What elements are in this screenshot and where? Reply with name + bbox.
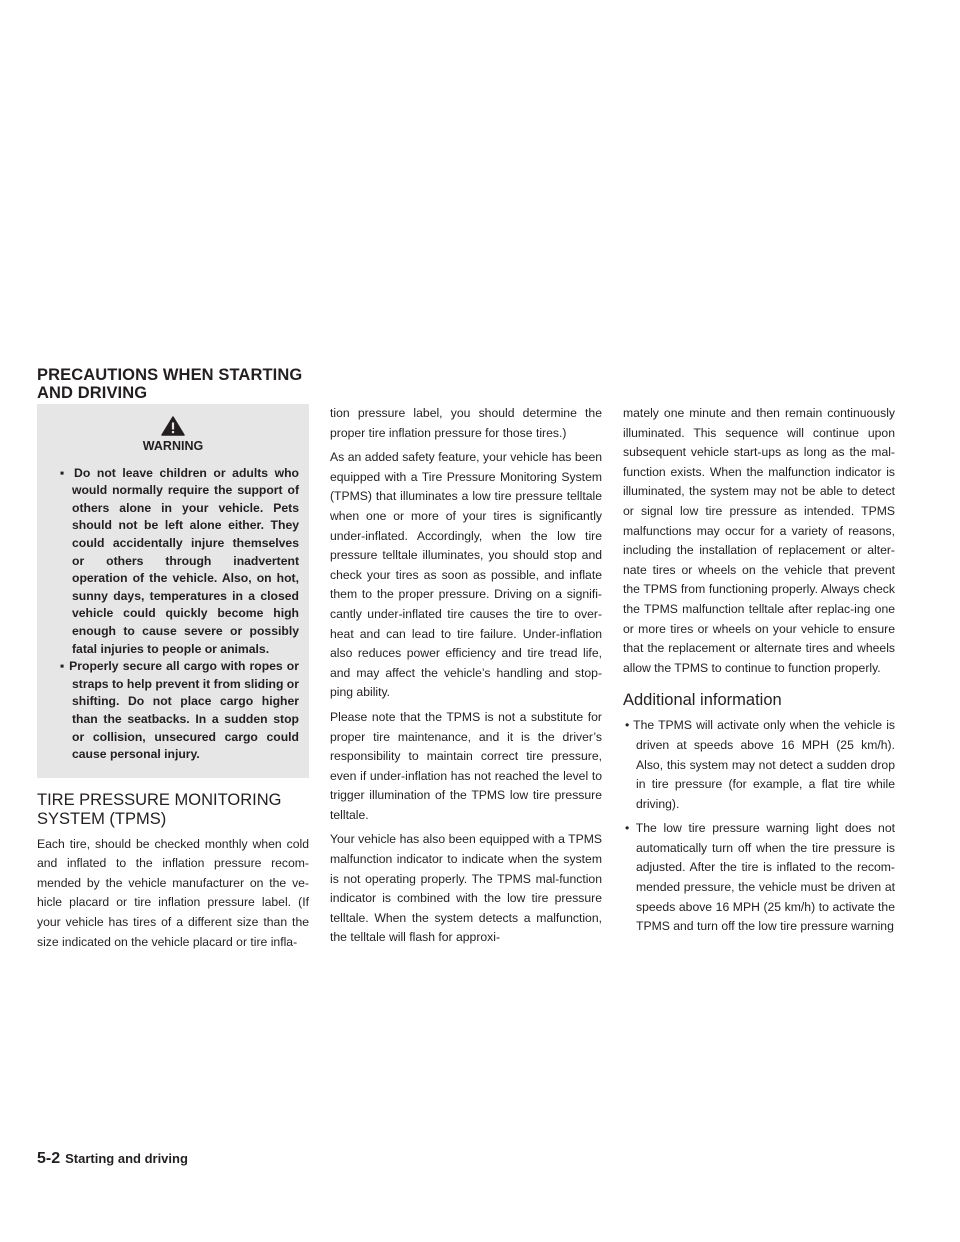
column-1 [37,404,309,957]
page-footer [37,1150,188,1168]
section-title: PRECAUTIONS WHEN STARTING AND DRIVING [37,366,303,402]
paragraph: Please note that the TPMS is not a substitute for proper tire maintenance, and it is the driver’s responsibility to maintain correct tire pressure, even if under-inflation has not reached the level to trigger illumination of the TPMS low tire pressure telltale. [330,709,602,822]
warning-title: WARNING [142,439,204,453]
column-3 [623,404,895,942]
additional-heading: Additional information [623,691,782,710]
chapter-title: Starting and driving [65,1151,188,1166]
list-item: • The TPMS will activate only when the vehicle is driven at speeds above 16 MPH (25 km/h). Also, this system may not detect a sudden drop in tire pressure (for example, a flat tire while driving). [625,718,895,811]
paragraph: mately one minute and then remain continuously illuminated. This sequence will continue upon subsequent vehicle start-ups as long as the mal-function exists. When the malfunction indicator is illuminated, the system may not be able to detect or signal low tire pressure as intended. TPMS malfunctions may occur for a variety of reasons, including the installation of replacement or alter-nate tires or wheels on the vehicle that prevent the TPMS from functioning properly. Always check the TPMS malfunction telltale after replac-ing one or more tires or wheels on your vehicle to ensure that the replacement or alternate tires and wheels allow the TPMS to continue to function properly. [623,406,895,675]
warning-header [47,416,299,457]
column-2 [330,404,602,953]
tpms-heading: TIRE PRESSURE MONITORING SYSTEM (TPMS) [37,790,282,828]
paragraph: Each tire, should be checked monthly when cold and inflated to the inflation pressure recom-mended by the vehicle manufacturer on the ve-hicle placard or tire inflation pressure label. (If your vehicle has tires of a different size than the size indicated on the vehicle placard or tire infla- [37,836,309,949]
warning-item: ▪ Do not leave children or adults who would normally require the support of others alone in your vehicle. Pets should not be left alone either. They could accidentally injure themselves or others through inadvertent operation of the vehicle. Also, on hot, sunny days, temperatures in a closed vehicle could quickly become high enough to cause severe or possibly fatal injuries to people or animals. [60,465,299,656]
list-item: • The low tire pressure warning light does not automatically turn off when the tire pressure is adjusted. After the tire is inflated to the recom-mended pressure, the vehicle must be driven at speeds above 16 MPH (25 km/h) to activate the TPMS and turn off the low tire pressure warning [625,821,895,934]
warning-item: ▪ Properly secure all cargo with ropes or straps to help prevent it from sliding or shifting. Do not place cargo higher than the seatbacks. In a sudden stop or collision, unsecured cargo could cause personal injury. [60,659,299,762]
paragraph: tion pressure label, you should determine the proper tire inflation pressure for those tires.) [330,406,602,440]
page-number: 5-2 [37,1150,61,1167]
warning-triangle-icon [161,416,185,436]
warning-box [37,404,309,778]
paragraph: Your vehicle has also been equipped with a TPMS malfunction indicator to indicate when the system is not operating properly. The TPMS mal-function indicator is combined with the low tire pressure telltale. When the system detects a malfunction, the telltale will flash for approxi- [330,832,602,945]
paragraph: As an added safety feature, your vehicle has been equipped with a Tire Pressure Monitoring System (TPMS) that illuminates a low tire pressure telltale when one or more of your tires is significantly under-inflated. Accordingly, when the low tire pressure telltale illuminates, you should stop and check your tires as soon as possible, and inflate them to the proper pressure. Driving on a signifi-cantly under-inflated tire causes the tire to over-heat and can lead to tire failure. Under-inflation also reduces power efficiency and tire tread life, and may affect the vehicle’s handling and stop-ping ability. [330,450,602,700]
